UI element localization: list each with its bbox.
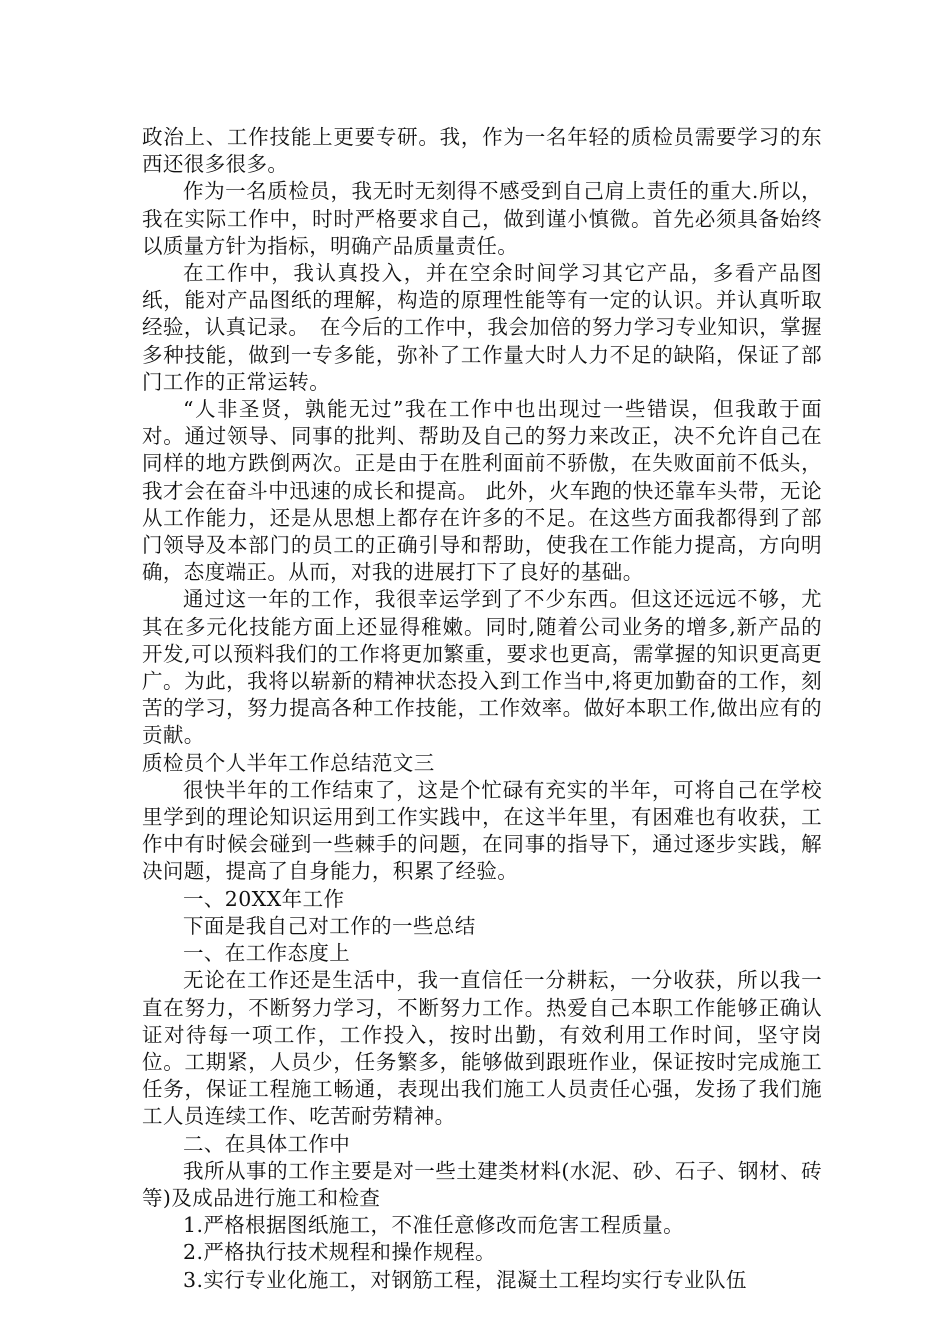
paragraph: 作为一名质检员，我无时无刻得不感受到自己肩上责任的重大.所以，我在实际工作中，时时严格要求自己，做到谨小慎微。首先必须具备始终以质量方针为指标，明确产品质量责任。 — [142, 179, 822, 258]
paragraph: 政治上、工作技能上更要专研。我，作为一名年轻的质检员需要学习的东西还很多很多。 — [142, 125, 822, 177]
subheading: 二、在具体工作中 — [183, 1131, 351, 1156]
list-item: 1.严格根据图纸施工，不准任意修改而危害工程质量。 — [183, 1213, 685, 1238]
subheading: 一、20XX年工作 — [183, 886, 345, 911]
list-item: 2.严格执行技术规程和操作规程。 — [183, 1240, 496, 1265]
paragraph: 很快半年的工作结束了，这是个忙碌有充实的半年，可将自己在学校里学到的理论知识运用到工作实践中，在这半年里，有困难也有收获，工作中有时候会碰到一些棘手的问题，在同事的指导下，通过逐步实践，解决问题，提高了自身能力，积累了经验。 — [142, 777, 822, 884]
document-body — [142, 124, 822, 1294]
paragraph: 通过这一年的工作，我很幸运学到了不少东西。但这还远远不够，尤其在多元化技能方面上还显得稚嫩。同时,随着公司业务的增多,新产品的开发,可以预料我们的工作将更加繁重，要求也更高，需掌握的知识更高更广。为此，我将以崭新的精神状态投入到工作当中,将更加勤奋的工作，刻苦的学习，努力提高各种工作技能，工作效率。做好本职工作,做出应有的贡献。 — [142, 587, 822, 748]
paragraph: 下面是我自己对工作的一些总结 — [183, 913, 476, 938]
paragraph: 我所从事的工作主要是对一些土建类材料(水泥、砂、石子、钢材、砖等)及成品进行施工和检查 — [142, 1158, 822, 1210]
paragraph: 在工作中，我认真投入，并在空余时间学习其它产品，多看产品图纸，能对产品图纸的理解，构造的原理性能等有一定的认识。并认真听取经验，认真记录。 在今后的工作中，我会加倍的努力学习专业知识，掌握多种技能，做到一专多能，弥补了工作量大时人力不足的缺陷，保证了部门工作的正常运转。 — [142, 261, 822, 394]
list-item: 3.实行专业化施工，对钢筋工程，混凝土工程均实行专业队伍 — [183, 1267, 747, 1292]
subheading: 一、在工作态度上 — [183, 941, 351, 966]
paragraph: “人非圣贤，孰能无过”我在工作中也出现过一些错误，但我敢于面对。通过领导、同事的批判、帮助及自己的努力来改正，决不允许自己在同样的地方跌倒两次。正是由于在胜利面前不骄傲，在失败面前不低头，我才会在奋斗中迅速的成长和提高。 此外，火车跑的快还靠车头带，无论从工作能力，还是从思想上都存在许多的不足。在这些方面我都得到了部门领导及本部门的员工的正确引导和帮助，使我在工作能力提高，方向明确，态度端正。从而，对我的进展打下了良好的基础。 — [142, 397, 822, 585]
paragraph: 无论在工作还是生活中，我一直信任一分耕耘，一分收获，所以我一直在努力，不断努力学习，不断努力工作。热爱自己本职工作能够正确认证对待每一项工作，工作投入，按时出勤，有效利用工作时间，坚守岗位。工期紧，人员少，任务繁多，能够做到跟班作业，保证按时完成施工任务，保证工程施工畅通，表现出我们施工人员责任心强，发扬了我们施工人员连续工作、吃苦耐劳精神。 — [142, 968, 822, 1129]
section-heading: 质检员个人半年工作总结范文三 — [142, 750, 435, 775]
